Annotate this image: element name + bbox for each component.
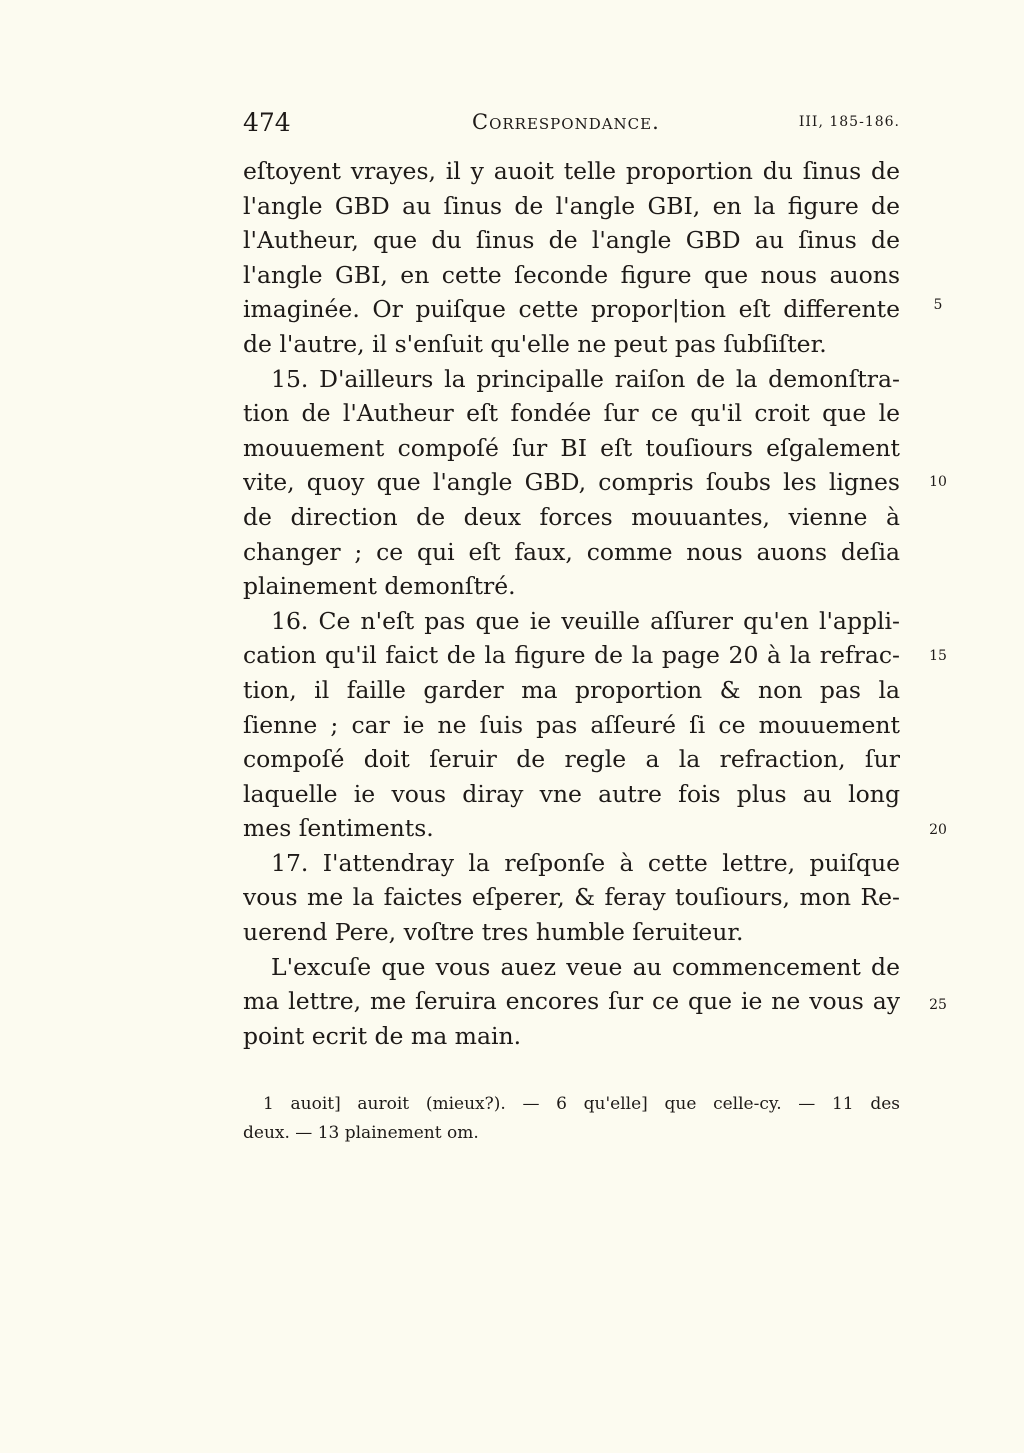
footnotes [243,1090,900,1148]
footnote-line: 1 auoit] auroit (mieux?). — 6 qu'elle] que celle-cy. — 11 des [263,1094,900,1114]
text-line: point ecrit de ma main. [243,1021,522,1050]
text-line: 16. Ce n'eſt pas que ie veuille aſſurer qu'en l'appli- [271,606,900,635]
running-header [243,108,900,144]
page-number: 474 [243,108,291,137]
text-line: ma lettre, me ſeruira encores ſur ce que ie ne vous ay [243,987,900,1016]
text-line: 15. D'ailleurs la principalle raiſon de la demonſtra- [271,364,900,393]
text-line: changer ; ce qui eſt faux, comme nous auons deſia [243,537,900,566]
line-number: 10 [929,474,947,490]
text-line: vite, quoy que l'angle GBD, compris ſoubs les lignes [243,468,900,497]
line-number: 5 [933,297,943,313]
text-line: plainement demonſtré. [243,572,516,601]
text-line: tion de l'Autheur eſt fondée ſur ce qu'il croit que le [243,399,900,428]
text-line: compoſé doit ſeruir de regle a la refraction, ſur [243,745,900,774]
text-line: tion, il faille garder ma proportion & non pas la [243,675,900,704]
text-line: mes ſentiments. [243,814,434,843]
text-line: l'angle GBI, en cette ſeconde figure que nous auons [243,260,900,289]
text-line: imaginée. Or puiſque cette propor|tion eſt differente [243,295,900,324]
text-line: l'angle GBD au ſinus de l'angle GBI, en la figure de [243,191,900,220]
line-number: 25 [929,997,947,1013]
body-text [243,154,900,1053]
line-number: 15 [929,648,947,664]
footnote-line: deux. — 13 plainement om. [243,1123,479,1143]
text-line: 17. I'attendray la reſponſe à cette lettre, puiſque [271,848,900,877]
text-line: vous me la faictes eſperer, & feray touſiours, mon Re- [243,883,900,912]
text-line: cation qu'il faict de la figure de la page 20 à la refrac- [243,641,900,670]
text-line: eſtoyent vrayes, il y auoit telle proportion du ſinus de [243,157,900,185]
text-line: laquelle ie vous diray vne autre fois plus au long [243,779,900,808]
text-line: uerend Pere, voſtre tres humble ſeruiteur. [243,918,744,947]
text-line: de direction de deux forces mouuantes, vienne à [243,502,900,531]
text-line: de l'autre, il s'enſuit qu'elle ne peut pas ſubſiſter. [243,329,827,358]
text-line: L'excuſe que vous auez veue au commencement de [271,952,900,981]
section-reference: III, 185-186. [798,114,900,130]
text-line: l'Autheur, que du ſinus de l'angle GBD au ſinus de [243,226,900,255]
text-line: mouuement compoſé ſur BI eſt touſiours eſgalement [243,433,900,462]
text-line: ſienne ; car ie ne ſuis pas aſſeuré ſi ce mouuement [243,710,900,739]
line-number: 20 [929,822,947,838]
running-title: Correspondance. [472,110,660,134]
